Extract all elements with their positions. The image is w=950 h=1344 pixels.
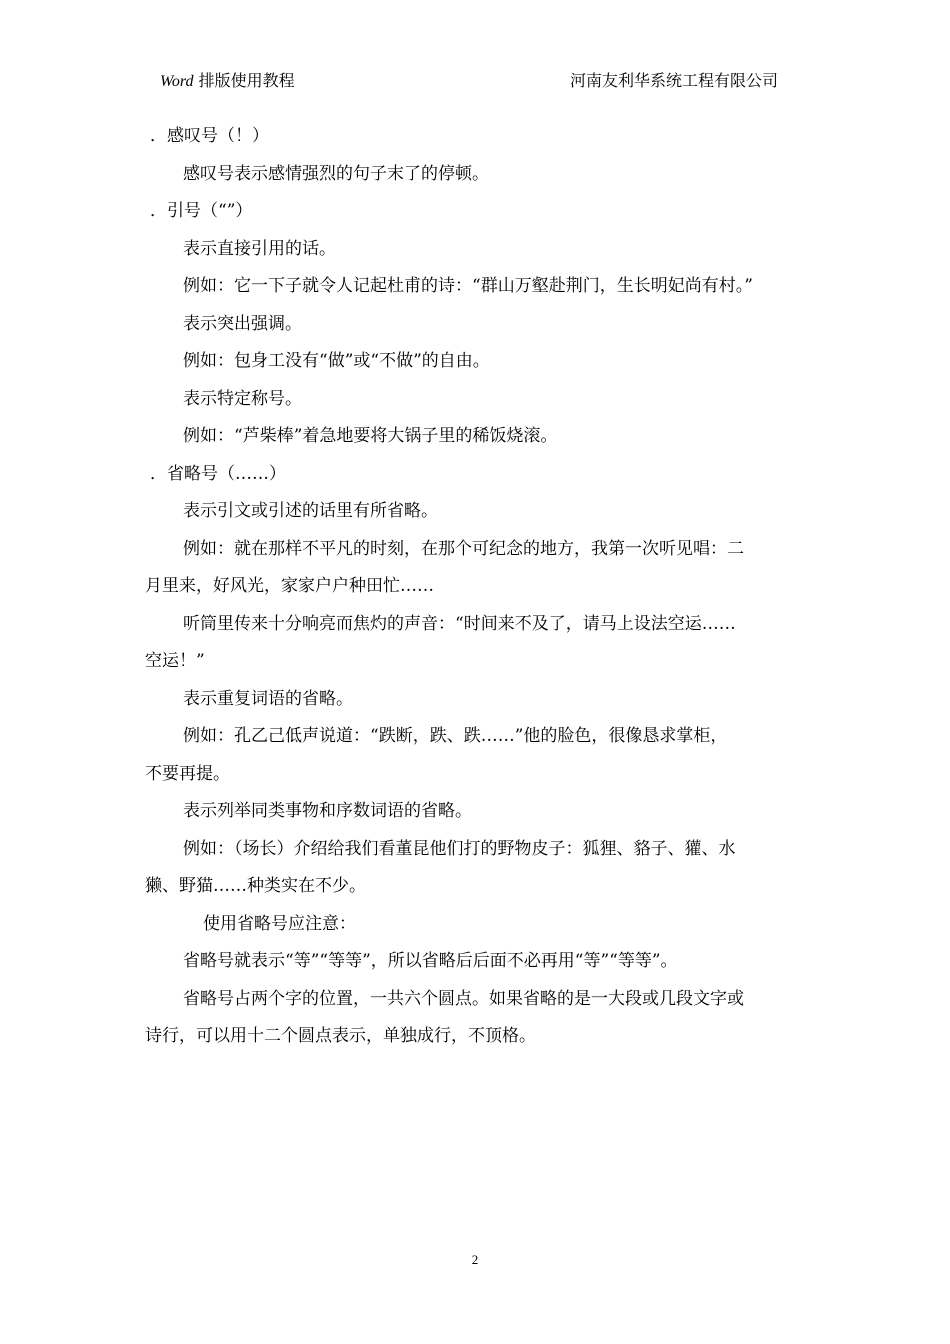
example-paragraph-continued: 空运！” (145, 651, 205, 671)
paragraph: 表示突出强调。 (183, 313, 302, 334)
page-header (0, 68, 950, 92)
paragraph: 省略号就表示“等”“等等”，所以省略后后面不必再用“等”“等等”。 (183, 951, 678, 971)
example-paragraph: 例如：它一下子就令人记起杜甫的诗：“群山万壑赴荆门，生长明妃尚有村。” (183, 276, 753, 296)
section-heading-exclamation: ．感叹号（！） (150, 126, 269, 146)
paragraph: 表示引文或引述的话里有所省略。 (183, 501, 438, 521)
example-paragraph: 例如：（场长）介绍给我们看董昆他们打的野物皮子：狐狸、貉子、獾、水 (183, 838, 736, 859)
header-title-word: Word (160, 73, 194, 90)
paragraph-continued: 诗行，可以用十二个圆点表示，单独成行，不顶格。 (145, 1026, 536, 1046)
example-paragraph: 例如：孔乙己低声说道：“跌断，跌、跌……”他的脸色，很像恳求掌柜， (183, 726, 728, 746)
document-body (145, 118, 810, 1056)
example-paragraph-continued: 月里来，好风光，家家户户种田忙…… (145, 576, 434, 596)
example-paragraph-continued: 不要再提。 (145, 763, 230, 784)
header-company: 河南友利华系统工程有限公司 (570, 71, 779, 90)
paragraph: 表示直接引用的话。 (183, 238, 336, 259)
header-title-rest: 排版使用教程 (193, 71, 295, 90)
example-paragraph: 听筒里传来十分响亮而焦灼的声音：“时间来不及了，请马上设法空运…… (183, 613, 736, 634)
paragraph: 感叹号表示感情强烈的句子末了的停顿。 (183, 163, 489, 184)
example-paragraph: 例如：“芦柴棒”着急地要将大锅子里的稀饭烧滚。 (183, 426, 558, 446)
section-heading-quotes: ．引号（“”） (150, 201, 253, 221)
paragraph: 省略号占两个字的位置，一共六个圆点。如果省略的是一大段或几段文字或 (183, 988, 744, 1009)
paragraph: 表示特定称号。 (183, 388, 302, 409)
paragraph: 表示列举同类事物和序数词语的省略。 (183, 801, 472, 821)
header-title (160, 68, 295, 91)
paragraph: 表示重复词语的省略。 (183, 688, 353, 709)
example-paragraph: 例如：就在那样不平凡的时刻，在那个可纪念的地方，我第一次听见唱：二 (183, 538, 744, 559)
example-paragraph-continued: 獭、野猫……种类实在不少。 (145, 876, 366, 896)
note-heading: 使用省略号应注意： (203, 913, 356, 934)
example-paragraph: 例如：包身工没有“做”或“不做”的自由。 (183, 351, 490, 371)
page-number: 2 (471, 1252, 479, 1267)
section-heading-ellipsis: ．省略号（……） (150, 463, 286, 484)
